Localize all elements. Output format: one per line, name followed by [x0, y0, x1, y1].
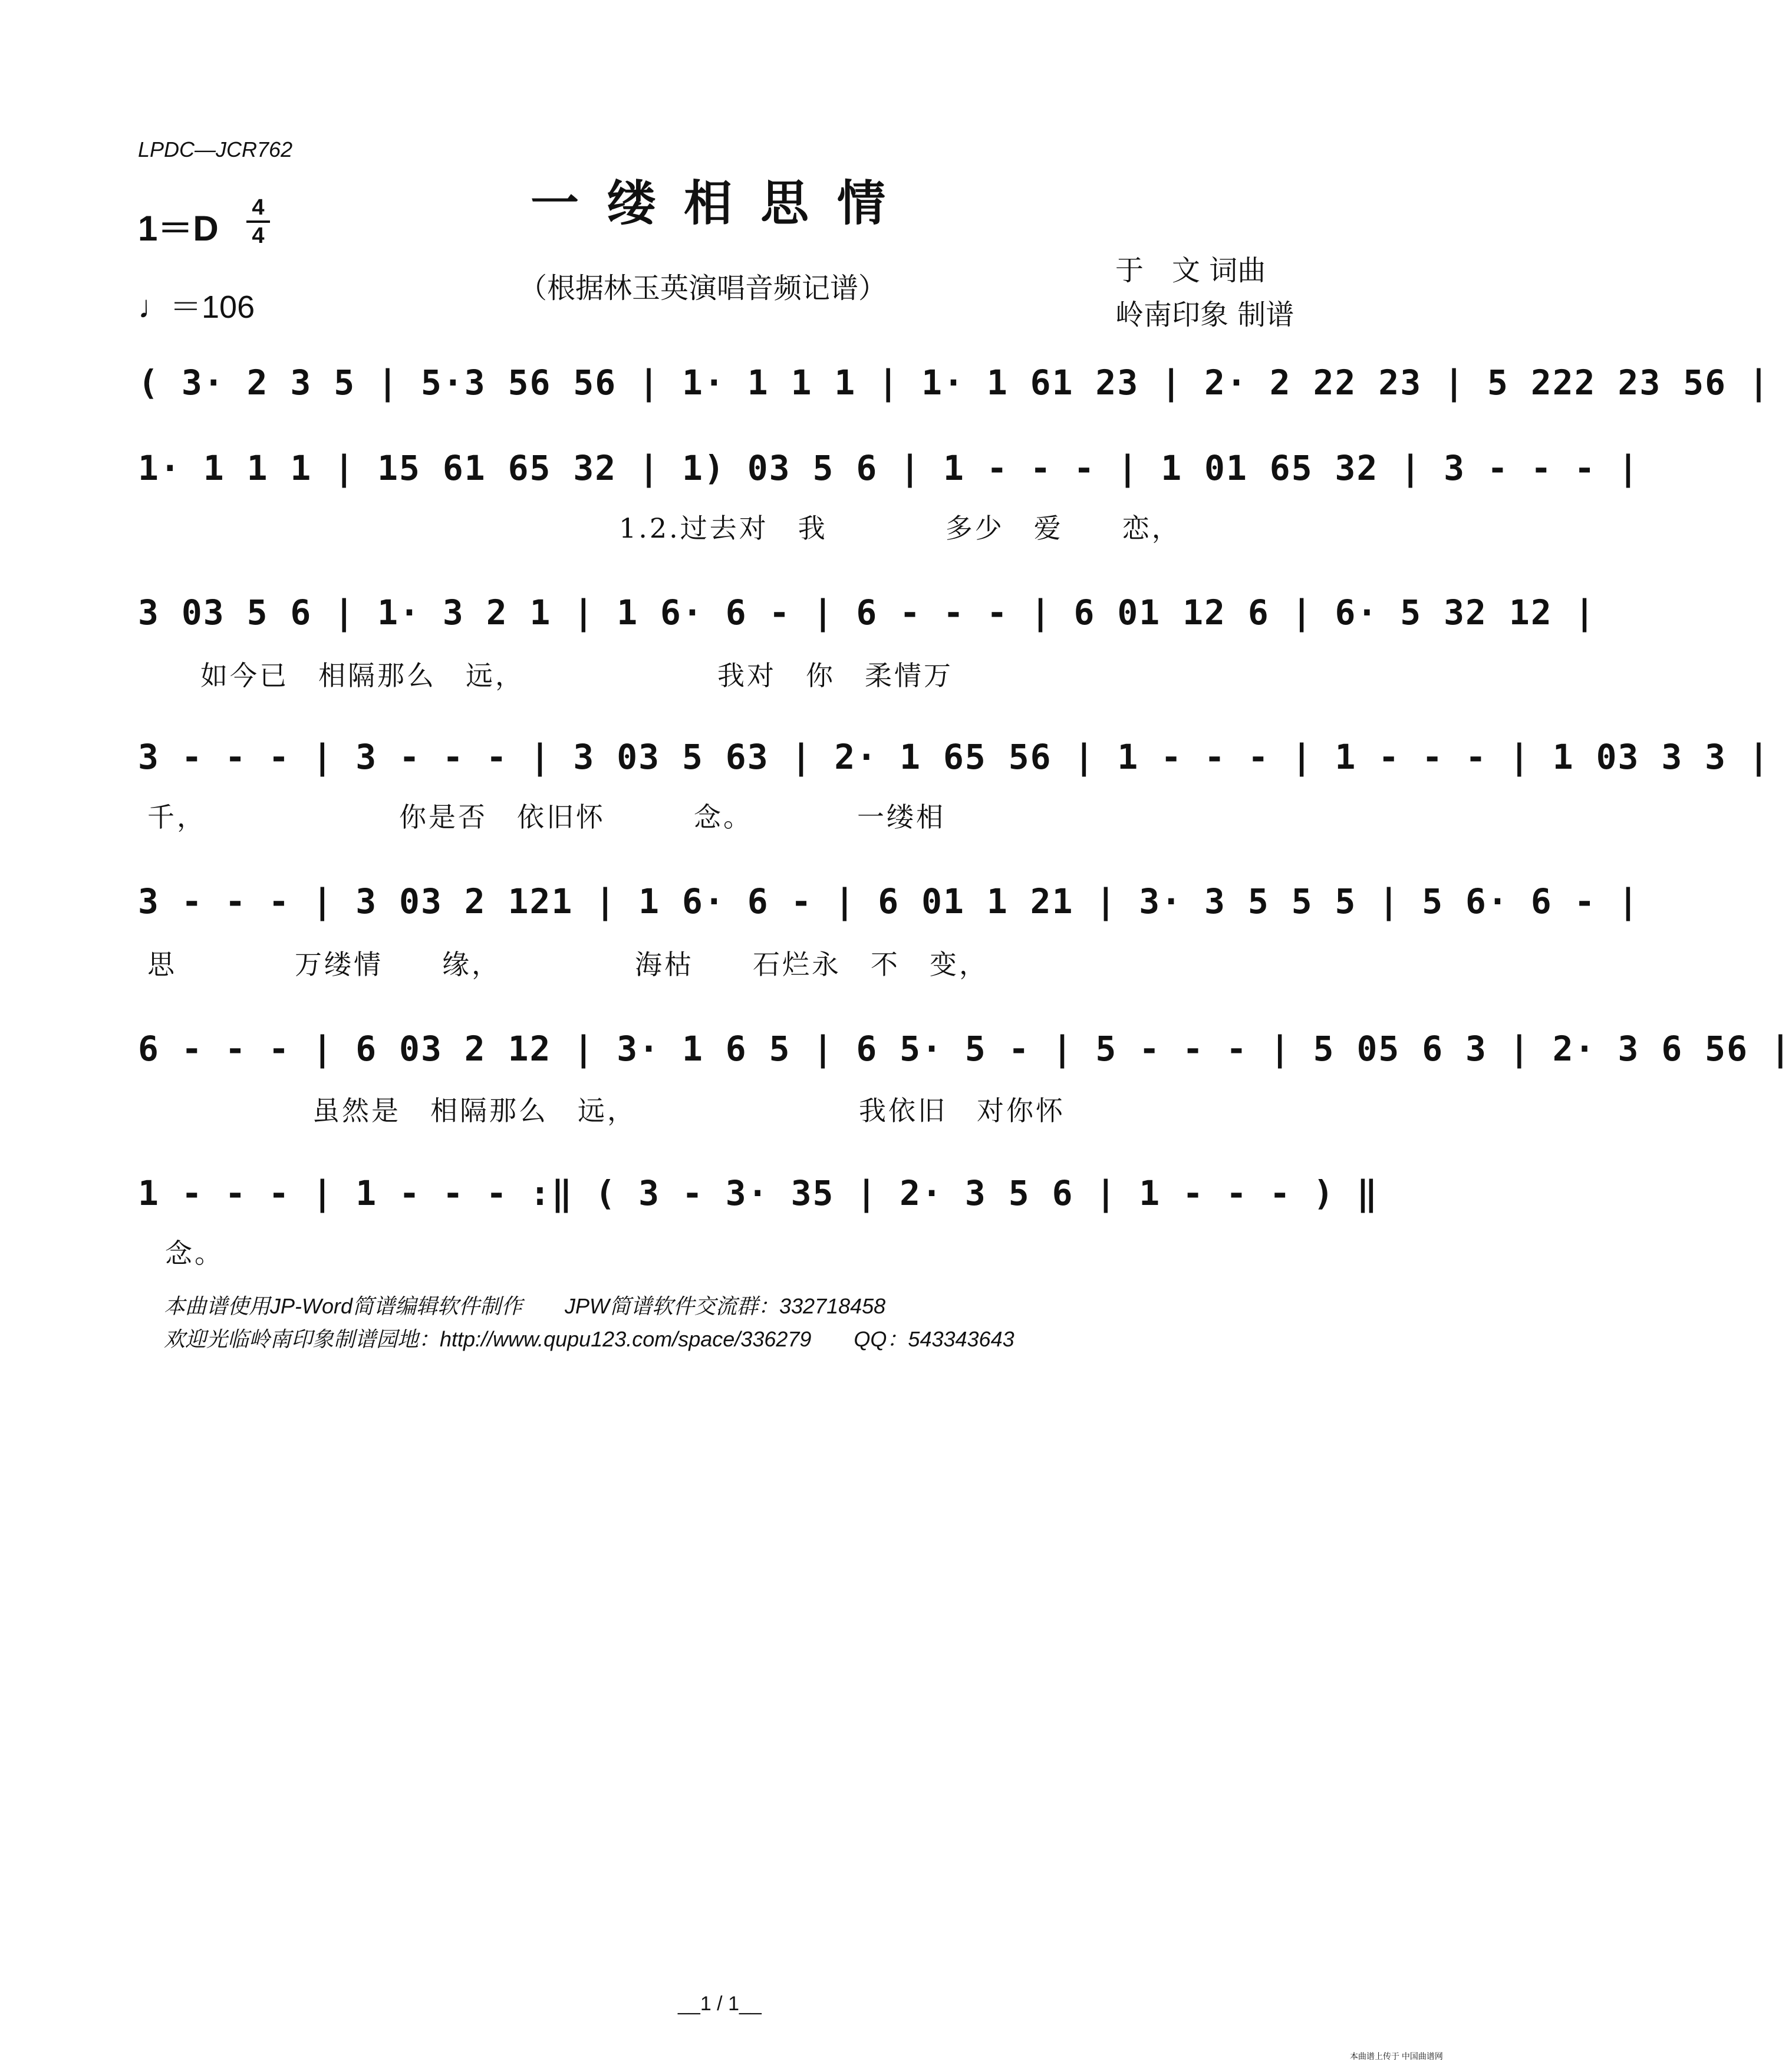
footer-software-note: 本曲谱使用JP-Word简谱编辑软件制作 JPW简谱软件交流群：332718458 — [164, 1294, 886, 1318]
meter-top: 4 — [252, 195, 265, 220]
lyric-line-6: 虽然是 相隔那么 远， 我依旧 对你怀 — [312, 1095, 1065, 1127]
score-line-4: 3 - - - | 3 - - - | 3 03 5 63 | 2· 1 65 56 | 1 - - - | 1 - - - | 1 03 3 3 | — [138, 737, 1770, 777]
score-line-7: 1 - - - | 1 - - - :‖ ( 3 - 3· 35 | 2· 3 5 6 | 1 - - - ) ‖ — [138, 1173, 1379, 1213]
score-line-6: 6 - - - | 6 03 2 12 | 3· 1 6 5 | 6 5· 5 - | 5 - - - | 5 05 6 3 | 2· 3 6 56 | — [138, 1029, 1792, 1069]
subtitle: （根据林玉英演唱音频记谱） — [519, 272, 887, 305]
meter-bottom: 4 — [246, 220, 270, 249]
score-line-3: 3 03 5 6 | 1· 3 2 1 | 1 6· 6 - | 6 - - - | 6 01 12 6 | 6· 5 32 12 | — [138, 592, 1596, 633]
score-line-5: 3 - - - | 3 03 2 121 | 1 6· 6 - | 6 01 1 21 | 3· 3 5 5 5 | 5 6· 6 - | — [138, 881, 1640, 921]
score-line-1: ( 3· 2 3 5 | 5·3 56 56 | 1· 1 1 1 | 1· 1 61 23 | 2· 2 22 23 | 5 222 23 56 | — [138, 363, 1770, 403]
lyric-line-4: 千， 你是否 依旧怀 念。 一缕相 — [147, 801, 946, 833]
lyric-line-3: 如今已 相隔那么 远， 我对 你 柔情万 — [200, 660, 953, 691]
time-signature — [246, 195, 270, 249]
page-number: __1 / 1__ — [678, 1993, 762, 2015]
page-title: 一缕相思情 — [531, 175, 914, 232]
composer-credit: 于 文 词曲 — [1115, 254, 1266, 287]
tempo-marking: ♩＝106 — [138, 289, 255, 325]
score-code: LPDC—JCR762 — [138, 137, 293, 162]
key-signature: 1＝D — [138, 209, 219, 248]
lyric-line-2: 1.2.过去对 我 多少 爱 恋， — [619, 512, 1181, 544]
arranger-credit: 岭南印象 制谱 — [1115, 298, 1294, 331]
upload-note: 本曲谱上传于 中国曲谱网 — [1350, 2051, 1443, 2061]
lyric-line-5: 思 万缕情 缘， 海枯 石烂永 不 变， — [147, 949, 989, 980]
score-line-2: 1· 1 1 1 | 15 61 65 32 | 1) 03 5 6 | 1 - - - | 1 01 65 32 | 3 - - - | — [138, 448, 1640, 488]
lyric-line-7: 念。 — [165, 1237, 224, 1269]
footer-website-note: 欢迎光临岭南印象制谱园地：http://www.qupu123.com/space/336279 QQ：543343643 — [164, 1327, 1014, 1351]
